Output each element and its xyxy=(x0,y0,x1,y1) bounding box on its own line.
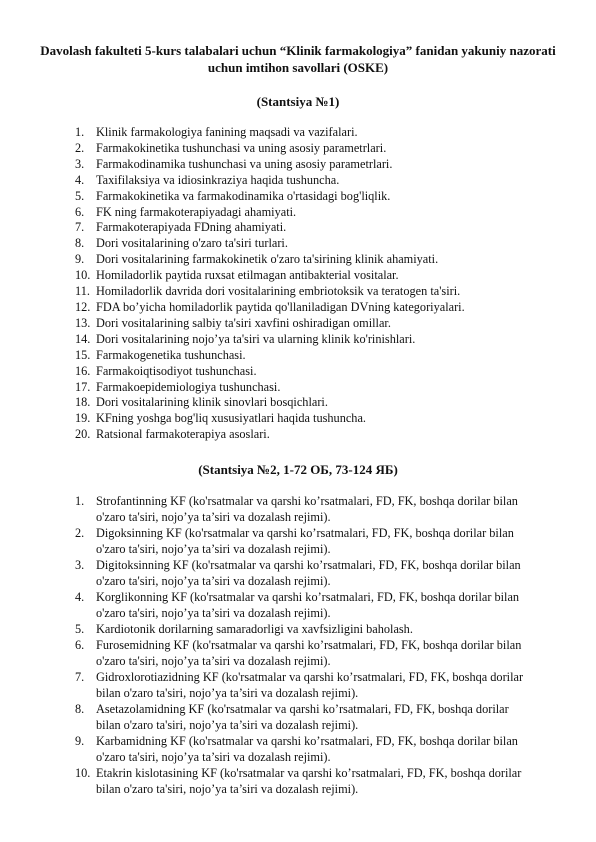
question-item xyxy=(0,621,536,637)
question-text: Farmakoepidemiologiya tushunchasi. xyxy=(96,379,281,394)
question-number: 5. xyxy=(75,188,85,203)
question-number: 4. xyxy=(75,172,85,187)
question-item xyxy=(0,348,516,364)
question-item xyxy=(0,364,516,380)
question-number: 10. xyxy=(75,268,91,283)
document-title: Davolash fakulteti 5-kurs talabalari uchun “Klinik farmakologiya” fanidan yakuniy nazorati uchun imtihon savollari (OSKE) xyxy=(40,43,556,75)
question-item xyxy=(0,493,536,525)
question-item xyxy=(0,236,516,252)
question-text: Taxifilaksiya va idiosinkraziya haqida tushuncha. xyxy=(96,172,340,187)
question-item xyxy=(0,669,536,701)
question-item xyxy=(0,316,516,332)
question-text: Dori vositalarining nojo’ya ta'siri va ularning klinik ko'rinishlari. xyxy=(96,331,416,346)
question-text: FDA bo’yicha homiladorlik paytida qo'llaniladigan DVning kategoriyalari. xyxy=(96,299,465,314)
question-number: 6. xyxy=(75,204,85,219)
question-number: 12. xyxy=(75,299,91,314)
question-text: Digoksinning KF (ko'rsatmalar va qarshi ko’rsatmalari, FD, FK, boshqa dorilar bilan o'zaro ta'siri, nojo’ya ta’siri va dozalash rejimi). xyxy=(96,526,514,556)
question-item xyxy=(0,205,516,221)
question-text: Farmakokinetika va farmakodinamika o'rtasidagi bog'liqlik. xyxy=(96,188,391,203)
question-number: 2. xyxy=(75,140,85,155)
question-number: 3. xyxy=(75,558,85,572)
question-text: Asetazolamidning KF (ko'rsatmalar va qarshi ko’rsatmalari, FD, FK, boshqa dorilar bilan o'zaro ta'siri, nojo’ya ta’siri va dozalash rejimi). xyxy=(96,702,509,732)
question-number: 1. xyxy=(75,125,85,139)
question-number: 13. xyxy=(75,315,91,330)
question-text: Digitoksinning KF (ko'rsatmalar va qarshi ko’rsatmalari, FD, FK, boshqa dorilar bilan o'zaro ta'siri, nojo’ya ta’siri va dozalash rejimi). xyxy=(96,558,521,588)
question-item xyxy=(0,189,516,205)
question-text: Farmakokinetika tushunchasi va uning asosiy parametrlari. xyxy=(96,140,387,155)
question-text: Klinik farmakologiya fanining maqsadi va vazifalari. xyxy=(96,125,358,139)
question-number: 17. xyxy=(75,379,91,394)
question-number: 5. xyxy=(75,622,85,636)
question-item xyxy=(0,427,516,443)
question-text: Homiladorlik davrida dori vositalarining embriotoksik va teratogen ta'siri. xyxy=(96,284,461,299)
question-item xyxy=(0,268,516,284)
question-text: Korglikonning KF (ko'rsatmalar va qarshi ko’rsatmalari, FD, FK, boshqa dorilar bilan o'zaro ta'siri, nojo’ya ta’siri va dozalash rejimi). xyxy=(96,590,520,620)
question-number: 3. xyxy=(75,156,85,171)
question-number: 7. xyxy=(75,670,85,684)
question-item xyxy=(0,284,516,300)
question-text: Farmakoiqtisodiyot tushunchasi. xyxy=(96,363,257,378)
question-item xyxy=(0,589,536,621)
question-item xyxy=(0,173,516,189)
question-number: 8. xyxy=(75,702,85,716)
question-text: Dori vositalarining salbiy ta'siri xavfini oshiradigan omillar. xyxy=(96,315,391,330)
station2-question-list xyxy=(0,493,536,797)
question-number: 18. xyxy=(75,395,91,410)
question-number: 2. xyxy=(75,526,85,540)
question-number: 10. xyxy=(75,766,91,780)
question-item xyxy=(0,252,516,268)
question-item xyxy=(0,125,516,141)
question-item xyxy=(0,157,516,173)
question-item xyxy=(0,411,516,427)
question-text: Dori vositalarining farmakokinetik o'zaro ta'sirining klinik ahamiyati. xyxy=(96,252,439,267)
question-number: 4. xyxy=(75,590,85,604)
question-number: 1. xyxy=(75,494,85,508)
question-item xyxy=(0,637,536,669)
question-item xyxy=(0,765,536,797)
question-text: KFning yoshga bog'liq xususiyatlari haqida tushuncha. xyxy=(96,411,366,426)
question-item xyxy=(0,141,516,157)
question-number: 6. xyxy=(75,638,85,652)
question-text: Kardiotonik dorilarning samaradorligi va xavfsizligini baholash. xyxy=(96,622,413,636)
question-number: 20. xyxy=(75,427,91,442)
question-text: Farmakogenetika tushunchasi. xyxy=(96,347,246,362)
question-number: 9. xyxy=(75,252,85,267)
question-text: Strofantinning KF (ko'rsatmalar va qarshi ko’rsatmalari, FD, FK, boshqa dorilar bilan o'zaro ta'siri, nojo’ya ta’siri va dozalash rejimi). xyxy=(96,494,518,524)
question-item xyxy=(0,380,516,396)
question-number: 16. xyxy=(75,363,91,378)
question-text: Homiladorlik paytida ruxsat etilmagan antibakterial vositalar. xyxy=(96,268,399,283)
question-item xyxy=(0,300,516,316)
question-text: Farmakoterapiyada FDning ahamiyati. xyxy=(96,220,287,235)
question-text: Karbamidning KF (ko'rsatmalar va qarshi ko’rsatmalari, FD, FK, boshqa dorilar bilan o'zaro ta'siri, nojo’ya ta’siri va dozalash rejimi). xyxy=(96,734,518,764)
question-text: Gidroxlorotiazidning KF (ko'rsatmalar va qarshi ko’rsatmalari, FD, FK, boshqa dorilar bilan o'zaro ta'siri, nojo’ya ta’siri va dozalash rejimi). xyxy=(96,670,524,700)
question-text: FK ning farmakoterapiyadagi ahamiyati. xyxy=(96,204,297,219)
question-item xyxy=(0,220,516,236)
station1-question-list xyxy=(0,125,516,443)
question-item xyxy=(0,525,536,557)
question-text: Ratsional farmakoterapiya asoslari. xyxy=(96,427,270,442)
question-number: 8. xyxy=(75,236,85,251)
question-item xyxy=(0,395,516,411)
station1-heading: (Stantsiya №1) xyxy=(256,94,340,109)
question-item xyxy=(0,701,536,733)
question-number: 19. xyxy=(75,411,91,426)
question-item xyxy=(0,733,536,765)
question-number: 15. xyxy=(75,347,91,362)
question-number: 7. xyxy=(75,220,85,235)
question-text: Furosemidning KF (ko'rsatmalar va qarshi ko’rsatmalari, FD, FK, boshqa dorilar bilan o'zaro ta'siri, nojo’ya ta’siri va dozalash rejimi). xyxy=(96,638,522,668)
station2-heading: (Stantsiya №2, 1-72 ОБ, 73-124 ЯБ) xyxy=(198,462,398,477)
question-text: Dori vositalarining klinik sinovlari bosqichlari. xyxy=(96,395,328,410)
question-text: Etakrin kislotasining KF (ko'rsatmalar va qarshi ko’rsatmalari, FD, FK, boshqa dorilar bilan o'zaro ta'siri, nojo’ya ta’siri va dozalash rejimi). xyxy=(96,766,522,796)
question-text: Farmakodinamika tushunchasi va uning asosiy parametrlari. xyxy=(96,156,393,171)
question-text: Dori vositalarining o'zaro ta'siri turlari. xyxy=(96,236,288,251)
question-number: 14. xyxy=(75,331,91,346)
question-item xyxy=(0,557,536,589)
question-number: 11. xyxy=(75,284,90,299)
question-item xyxy=(0,332,516,348)
question-number: 9. xyxy=(75,734,85,748)
